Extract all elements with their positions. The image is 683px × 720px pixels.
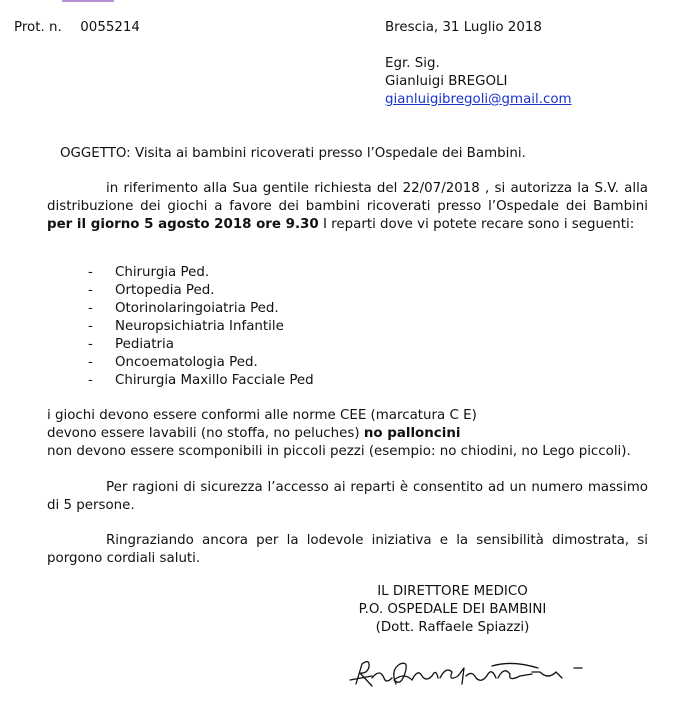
handwritten-signature — [342, 650, 592, 695]
signatory-org: P.O. OSPEDALE DEI BAMBINI — [358, 602, 547, 617]
list-item: - Pediatria — [88, 337, 174, 352]
subject-label: OGGETTO: — [60, 146, 131, 161]
list-item: - Chirurgia Maxillo Facciale Ped — [88, 373, 314, 388]
protocol-line — [14, 19, 140, 37]
place-date: Brescia, 31 Luglio 2018 — [385, 20, 542, 35]
rule-washable-text: devono essere lavabili (no stoffa, no peluches) — [47, 426, 364, 441]
rule-no-small-parts: non devono essere scomponibili in piccoli pezzi (esempio: no chiodini, no Lego piccoli). — [47, 444, 631, 459]
list-item: - Ortopedia Ped. — [88, 283, 215, 298]
intro-date-bold: per il giorno 5 agosto 2018 ore 9.30 — [47, 217, 319, 232]
department-list — [88, 264, 314, 390]
rule-washable — [47, 425, 460, 443]
intro-text-b: I reparti dove vi potete recare sono i seguenti: — [318, 217, 635, 232]
signatory-name: (Dott. Raffaele Spiazzi) — [375, 620, 530, 635]
subject-text: Visita ai bambini ricoverati presso l’Ospedale dei Bambini. — [134, 146, 526, 161]
signatory-title: IL DIRETTORE MEDICO — [377, 584, 528, 599]
signature-block — [340, 583, 565, 637]
safety-paragraph: Per ragioni di sicurezza l’accesso ai reparti è consentito ad un numero massimo di 5 persone. — [47, 480, 648, 513]
protocol-number: 0055214 — [80, 20, 140, 35]
list-item: - Otorinolaringoiatria Ped. — [88, 301, 279, 316]
protocol-label: Prot. n. — [14, 20, 62, 35]
intro-paragraph — [47, 180, 648, 234]
rule-no-balloons: no palloncini — [363, 426, 461, 441]
subject-line — [60, 145, 526, 163]
closing-paragraph: Ringraziando ancora per la lodevole iniziativa e la sensibilità dimostrata, si porgono cordiali saluti. — [47, 533, 648, 566]
list-item: - Neuropsichiatria Infantile — [88, 319, 284, 334]
rule-ce-marking: i giochi devono essere conformi alle norme CEE (marcatura C E) — [47, 408, 477, 423]
recipient-name: Gianluigi BREGOLI — [385, 74, 508, 89]
recipient-salutation: Egr. Sig. — [385, 56, 440, 71]
intro-text-a: in riferimento alla Sua gentile richiesta del 22/07/2018 , si autorizza la S.V. alla distribuzione dei giochi a favore dei bambini ricoverati presso l’Ospedale dei Bambini — [47, 181, 648, 214]
recipient-email-link[interactable]: gianluigibregoli@gmail.com — [385, 92, 572, 107]
list-item: - Oncoematologia Ped. — [88, 355, 258, 370]
list-item: - Chirurgia Ped. — [88, 265, 210, 280]
top-decorative-bar — [62, 0, 114, 2]
